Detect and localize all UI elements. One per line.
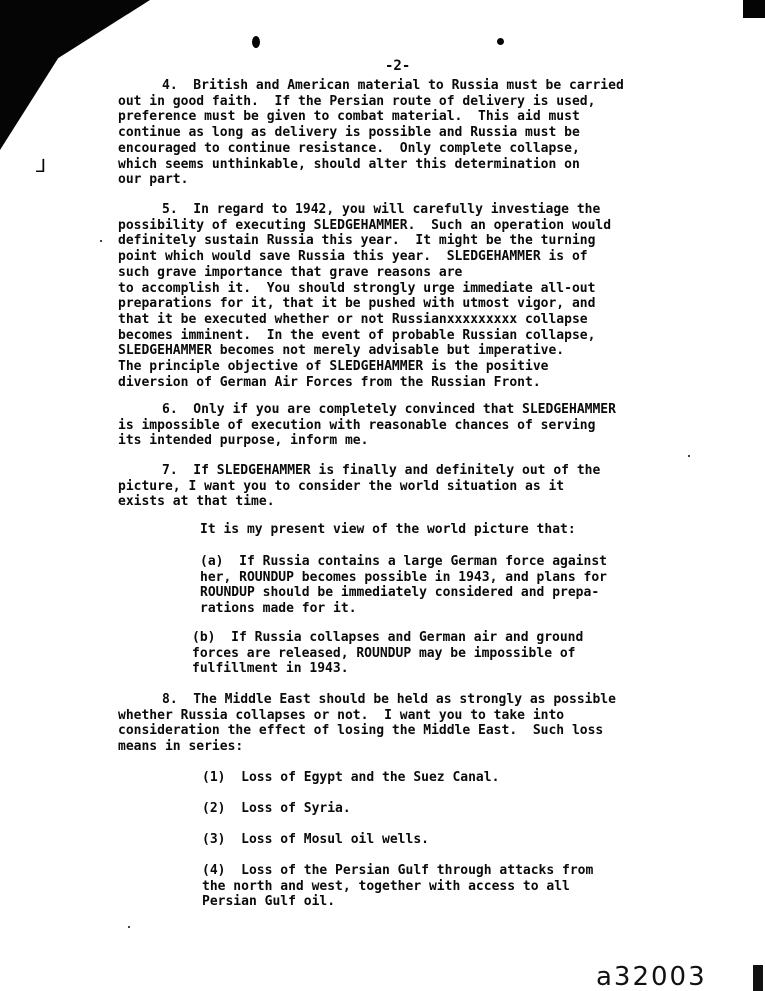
text-line: 6. Only if you are completely convinced that SLEDGEHAMMER	[162, 402, 616, 417]
text-line: The principle objective of SLEDGEHAMMER is the positive	[118, 359, 549, 375]
margin-mark: ⅃	[36, 156, 47, 177]
text-line: 8. The Middle East should be held as strongly as possible	[162, 692, 616, 707]
list-item-4	[202, 863, 702, 910]
text-line: continue as long as delivery is possible and Russia must be	[118, 125, 580, 141]
scan-speck	[100, 240, 102, 242]
page-number: -2-	[385, 58, 411, 74]
text-line: which seems unthinkable, should alter this determination on	[118, 156, 580, 172]
text-line: preference must be given to combat material. This aid must	[118, 109, 580, 125]
text-line: picture, I want you to consider the world situation as it	[118, 478, 565, 494]
document-number-stamp: a32003	[596, 962, 707, 991]
scan-edge-mark	[743, 0, 765, 18]
text-line: point which would save Russia this year. SLEDGEHAMMER is of	[118, 249, 588, 265]
text-line: (2) Loss of Syria.	[202, 801, 351, 816]
text-line: 4. British and American material to Russia must be carried	[162, 78, 624, 93]
text-line: our part.	[118, 172, 189, 188]
text-line: encouraged to continue resistance. Only complete collapse,	[118, 140, 580, 156]
paragraph-7-intro	[200, 522, 700, 538]
text-line: possibility of executing SLEDGEHAMMER. Such an operation would	[118, 217, 612, 233]
text-line: the north and west, together with access to all	[202, 878, 570, 894]
subparagraph-b	[192, 630, 692, 677]
text-line: 5. In regard to 1942, you will carefully investiage the	[162, 202, 601, 217]
list-item-3	[202, 832, 702, 848]
text-line: whether Russia collapses or not. I want you to take into	[118, 707, 565, 723]
text-line: such grave importance that grave reasons are	[118, 264, 463, 280]
text-line: that it be executed whether or not Russianxxxxxxxxx collapse	[118, 311, 588, 327]
text-line: consideration the effect of losing the Middle East. Such loss	[118, 723, 604, 739]
text-line: becomes imminent. In the event of probable Russian collapse,	[118, 327, 596, 343]
text-line: (b) If Russia collapses and German air and ground	[192, 630, 584, 645]
scan-edge-mark	[753, 965, 763, 991]
text-line: preparations for it, that it be pushed with utmost vigor, and	[118, 296, 596, 312]
scan-speck	[688, 455, 690, 457]
text-line: (a) If Russia contains a large German force against	[200, 554, 607, 569]
text-line: out in good faith. If the Persian route of delivery is used,	[118, 93, 596, 109]
text-line: forces are released, ROUNDUP may be impossible of	[192, 645, 576, 661]
text-line: diversion of German Air Forces from the Russian Front.	[118, 374, 541, 390]
hole-punch-mark	[252, 36, 260, 48]
text-line: definitely sustain Russia this year. It might be the turning	[118, 233, 596, 249]
text-line: ROUNDUP should be immediately considered and prepa-	[200, 585, 600, 601]
hole-punch-mark	[497, 38, 504, 45]
text-line: Persian Gulf oil.	[202, 894, 336, 910]
list-item-1	[202, 770, 702, 786]
text-line: fulfillment in 1943.	[192, 661, 349, 677]
subparagraph-a	[200, 554, 700, 617]
text-line: rations made for it.	[200, 601, 357, 617]
text-line: her, ROUNDUP becomes possible in 1943, and plans for	[200, 569, 607, 585]
text-line: exists at that time.	[118, 494, 275, 510]
text-line: its intended purpose, inform me.	[118, 433, 369, 449]
paragraph-5	[118, 202, 718, 390]
text-line: is impossible of execution with reasonable chances of serving	[118, 417, 596, 433]
scan-speck	[128, 926, 130, 928]
text-line: (1) Loss of Egypt and the Suez Canal.	[202, 770, 500, 785]
text-line: means in series:	[118, 739, 244, 755]
paragraph-7	[118, 463, 718, 510]
scan-corner-shadow-2	[0, 0, 95, 150]
list-item-2	[202, 801, 702, 817]
text-line: (4) Loss of the Persian Gulf through attacks from	[202, 863, 594, 878]
text-line: (3) Loss of Mosul oil wells.	[202, 832, 429, 847]
paragraph-8	[118, 692, 718, 755]
text-line: SLEDGEHAMMER becomes not merely advisable but imperative.	[118, 343, 565, 359]
paragraph-6	[118, 402, 718, 449]
text-line: 7. If SLEDGEHAMMER is finally and definitely out of the	[162, 463, 601, 478]
text-line: to accomplish it. You should strongly urge immediate all-out	[118, 280, 596, 296]
text-line: It is my present view of the world picture that:	[200, 522, 576, 537]
paragraph-4	[118, 78, 718, 188]
